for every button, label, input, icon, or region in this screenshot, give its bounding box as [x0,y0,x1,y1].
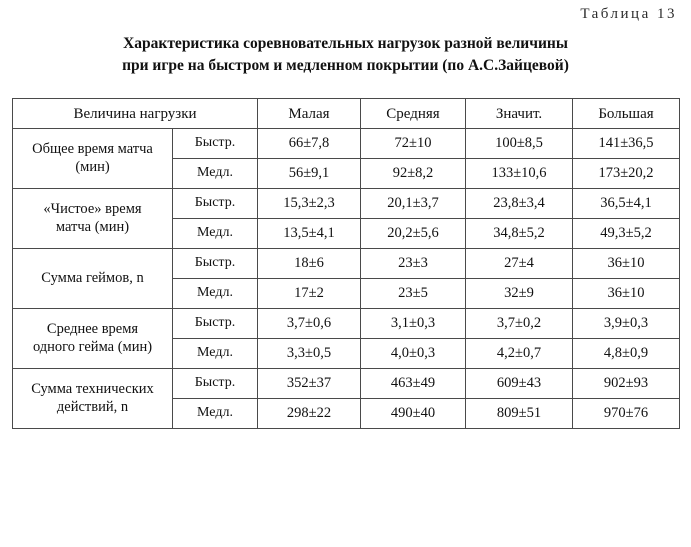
header-medium: Средняя [361,99,466,129]
row-label-line-2: действий, n [56,398,129,415]
cell-small: 13,5±4,1 [258,219,361,249]
title-line-1: Характеристика соревновательных нагрузок разной величины [123,35,568,52]
cell-large: 902±93 [573,369,680,399]
cell-significant: 34,8±5,2 [466,219,573,249]
row-label-line-1: Сумма геймов, n [41,269,144,286]
cell-small: 3,3±0,5 [258,339,361,369]
table-number-label: Таблица 13 [580,6,677,22]
cell-significant: 4,2±0,7 [466,339,573,369]
surface-slow: Медл. [173,279,258,309]
cell-medium: 92±8,2 [361,159,466,189]
cell-significant: 3,7±0,2 [466,309,573,339]
row-label-line-1: Сумма технических [31,381,154,398]
cell-medium: 490±40 [361,399,466,429]
cell-medium: 23±5 [361,279,466,309]
cell-small: 352±37 [258,369,361,399]
cell-significant: 32±9 [466,279,573,309]
surface-fast: Быстр. [173,249,258,279]
cell-large: 3,9±0,3 [573,309,680,339]
cell-small: 66±7,8 [258,129,361,159]
row-label-pure-time [13,189,173,249]
header-small: Малая [258,99,361,129]
surface-fast: Быстр. [173,129,258,159]
surface-fast: Быстр. [173,369,258,399]
row-label-line-1: «Чистое» время [43,201,142,218]
cell-medium: 3,1±0,3 [361,309,466,339]
cell-medium: 20,2±5,6 [361,219,466,249]
cell-small: 17±2 [258,279,361,309]
cell-significant: 133±10,6 [466,159,573,189]
cell-significant: 100±8,5 [466,129,573,159]
table-row [13,249,680,279]
cell-small: 56±9,1 [258,159,361,189]
header-large: Большая [573,99,680,129]
table-row [13,369,680,399]
cell-medium: 23±3 [361,249,466,279]
header-significant: Значит. [466,99,573,129]
cell-large: 970±76 [573,399,680,429]
title-line-2: при игре на быстром и медленном покрытии (по А.С.Зайцевой) [122,57,569,75]
table-row [13,129,680,159]
cell-large: 4,8±0,9 [573,339,680,369]
cell-large: 173±20,2 [573,159,680,189]
row-label-line-2: матча (мин) [55,218,130,235]
surface-slow: Медл. [173,339,258,369]
surface-fast: Быстр. [173,309,258,339]
cell-significant: 27±4 [466,249,573,279]
cell-large: 49,3±5,2 [573,219,680,249]
cell-significant: 23,8±3,4 [466,189,573,219]
cell-small: 3,7±0,6 [258,309,361,339]
cell-medium: 20,1±3,7 [361,189,466,219]
row-label-avg-game-time [13,309,173,369]
cell-small: 298±22 [258,399,361,429]
row-label-line-2: (мин) [75,158,110,175]
cell-large: 36±10 [573,249,680,279]
page-title [0,33,691,78]
cell-large: 36,5±4,1 [573,189,680,219]
cell-significant: 809±51 [466,399,573,429]
row-label-line-1: Среднее время [46,321,139,338]
surface-slow: Медл. [173,399,258,429]
surface-fast: Быстр. [173,189,258,219]
row-label-line-2: одного гейма (мин) [32,338,153,355]
load-characteristics-table [12,98,680,429]
header-parameter: Величина нагрузки [13,99,258,129]
cell-medium: 463±49 [361,369,466,399]
row-label-match-time [13,129,173,189]
cell-significant: 609±43 [466,369,573,399]
row-label-line-1: Общее время матча [32,141,153,158]
cell-small: 18±6 [258,249,361,279]
table-header-row [13,99,680,129]
cell-small: 15,3±2,3 [258,189,361,219]
cell-large: 141±36,5 [573,129,680,159]
row-label-games-sum [13,249,173,309]
table-row [13,309,680,339]
table-row [13,189,680,219]
cell-large: 36±10 [573,279,680,309]
cell-medium: 72±10 [361,129,466,159]
row-label-technical-actions [13,369,173,429]
surface-slow: Медл. [173,219,258,249]
cell-medium: 4,0±0,3 [361,339,466,369]
surface-slow: Медл. [173,159,258,189]
